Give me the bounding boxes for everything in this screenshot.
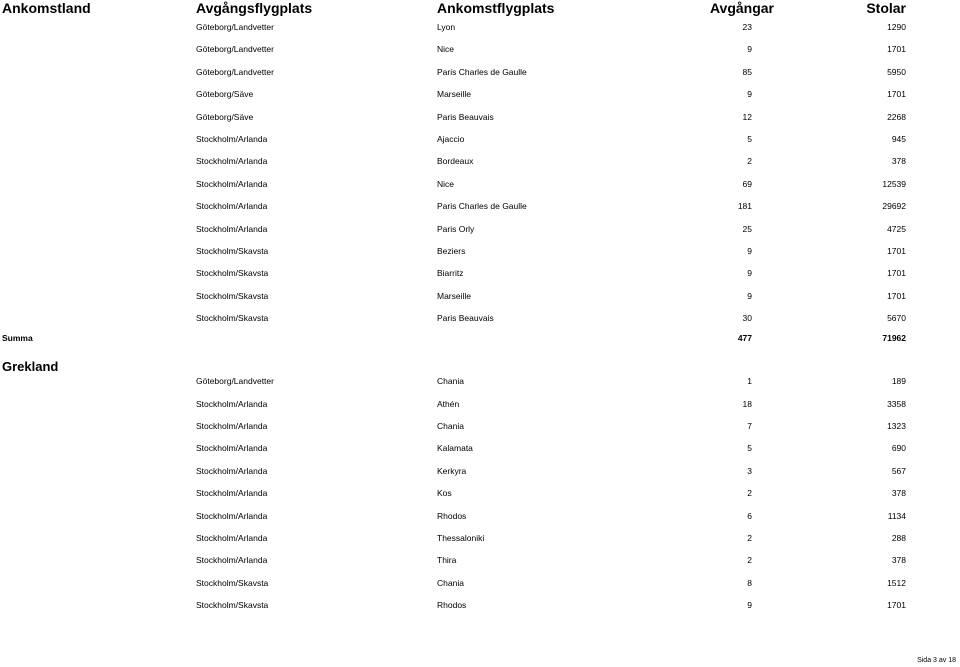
summary-label: Summa [2,332,33,343]
departures-cell: 2 [747,555,752,566]
departure-airport-cell: Stockholm/Arlanda [196,398,268,409]
departures-cell: 181 [737,201,752,212]
seats-cell: 690 [891,443,906,454]
arrival-airport-cell: Athén [437,398,460,409]
departure-airport-cell: Göteborg/Landvetter [196,376,274,387]
seats-cell: 1290 [887,22,906,32]
seats-cell: 2268 [887,111,906,122]
departure-airport-cell: Stockholm/Arlanda [196,134,268,144]
arrival-airport-cell: Bordeaux [437,156,474,167]
seats-cell: 1701 [887,44,906,55]
departures-cell: 9 [747,89,752,100]
arrival-airport-cell: Kerkyra [437,465,467,476]
header-arrival-airport: Ankomstflygplats [437,0,555,16]
departure-airport-cell: Stockholm/Arlanda [196,178,268,189]
arrival-airport-cell: Nice [437,178,455,189]
departures-cell: 9 [747,268,752,279]
departure-airport-cell: Stockholm/Skavsta [196,246,269,256]
departures-cell: 1 [747,376,752,387]
departure-airport-cell: Göteborg/Landvetter [196,22,274,32]
header-departures: Avgångar [709,0,774,16]
seats-cell: 1701 [887,290,906,301]
departures-cell: 5 [747,443,752,454]
arrival-airport-cell: Chania [437,376,464,387]
departure-airport-cell: Stockholm/Arlanda [196,532,268,543]
seats-cell: 29692 [882,201,906,212]
arrival-airport-cell: Rhodos [437,510,467,521]
departure-airport-cell: Stockholm/Skavsta [196,313,269,324]
departures-cell: 69 [742,178,752,189]
departure-airport-cell: Stockholm/Arlanda [196,156,268,167]
departures-cell: 9 [747,290,752,301]
arrival-airport-cell: Nice [437,44,455,55]
departure-airport-cell: Göteborg/Säve [196,111,254,122]
page-number: Sida 3 av 18 [917,657,956,664]
departure-airport-cell: Stockholm/Arlanda [196,510,268,521]
departures-cell: 3 [747,465,752,476]
header-departure-airport: Avgångsflygplats [196,0,313,16]
arrival-airport-cell: Paris Orly [437,223,475,234]
arrival-airport-cell: Paris Beauvais [437,313,494,324]
arrival-airport-cell: Thira [437,555,457,566]
departure-airport-cell: Göteborg/Landvetter [196,44,274,55]
departures-cell: 5 [747,134,752,144]
arrival-airport-cell: Chania [437,577,464,588]
arrival-airport-cell: Kos [437,488,452,499]
arrival-airport-cell: Kalamata [437,443,473,454]
summary-seats: 71962 [882,332,906,343]
seats-cell: 1701 [887,89,906,100]
departures-cell: 25 [742,223,752,234]
seats-cell: 5670 [887,313,906,324]
departures-cell: 12 [742,111,752,122]
arrival-airport-cell: Thessaloniki [437,532,485,543]
arrival-airport-cell: Paris Beauvais [437,111,494,122]
seats-cell: 378 [891,156,906,167]
departure-airport-cell: Stockholm/Arlanda [196,465,268,476]
seats-cell: 1701 [887,268,906,279]
arrival-airport-cell: Paris Charles de Gaulle [437,66,527,77]
seats-cell: 288 [891,532,906,543]
seats-cell: 567 [891,465,906,476]
seats-cell: 378 [891,488,906,499]
departures-cell: 9 [747,600,752,611]
departures-cell: 9 [747,246,752,256]
departures-cell: 30 [742,313,752,324]
departures-cell: 6 [747,510,752,521]
arrival-airport-cell: Chania [437,420,464,431]
departure-airport-cell: Stockholm/Skavsta [196,268,269,279]
seats-cell: 378 [891,555,906,566]
departures-cell: 18 [742,398,752,409]
departure-airport-cell: Stockholm/Arlanda [196,201,268,212]
arrival-airport-cell: Lyon [437,22,456,32]
arrival-airport-cell: Rhodos [437,600,467,611]
departure-airport-cell: Göteborg/Säve [196,89,254,100]
seats-cell: 189 [891,376,906,387]
seats-cell: 4725 [887,223,906,234]
departures-cell: 2 [747,488,752,499]
seats-cell: 1701 [887,246,906,256]
departures-cell: 85 [742,66,752,77]
departure-airport-cell: Stockholm/Skavsta [196,290,269,301]
departure-airport-cell: Stockholm/Arlanda [196,555,268,566]
departure-airport-cell: Stockholm/Arlanda [196,420,268,431]
seats-cell: 1701 [887,600,906,611]
departures-cell: 7 [747,420,752,431]
departure-airport-cell: Stockholm/Skavsta [196,600,269,611]
country-heading: Grekland [2,358,59,374]
departures-cell: 8 [747,577,752,588]
header-arrival-country: Ankomstland [2,0,91,16]
departure-airport-cell: Göteborg/Landvetter [196,66,274,77]
departures-cell: 2 [747,156,752,167]
arrival-airport-cell: Marseille [437,89,472,100]
departures-cell: 9 [747,44,752,55]
departures-cell: 2 [747,532,752,543]
seats-cell: 1512 [887,577,906,588]
seats-cell: 1134 [887,510,906,521]
header-seats: Stolar [866,0,906,16]
arrival-airport-cell: Paris Charles de Gaulle [437,201,527,212]
departure-airport-cell: Stockholm/Arlanda [196,443,268,454]
arrival-airport-cell: Beziers [437,246,466,256]
departure-airport-cell: Stockholm/Skavsta [196,577,269,588]
departures-cell: 23 [742,22,752,32]
departure-airport-cell: Stockholm/Arlanda [196,488,268,499]
seats-cell: 5950 [887,66,906,77]
seats-cell: 1323 [887,420,906,431]
departure-airport-cell: Stockholm/Arlanda [196,223,268,234]
summary-departures: 477 [737,332,752,343]
seats-cell: 945 [891,134,906,144]
seats-cell: 12539 [882,178,906,189]
arrival-airport-cell: Marseille [437,290,472,301]
arrival-airport-cell: Biarritz [437,268,464,279]
arrival-airport-cell: Ajaccio [437,134,465,144]
seats-cell: 3358 [887,398,906,409]
